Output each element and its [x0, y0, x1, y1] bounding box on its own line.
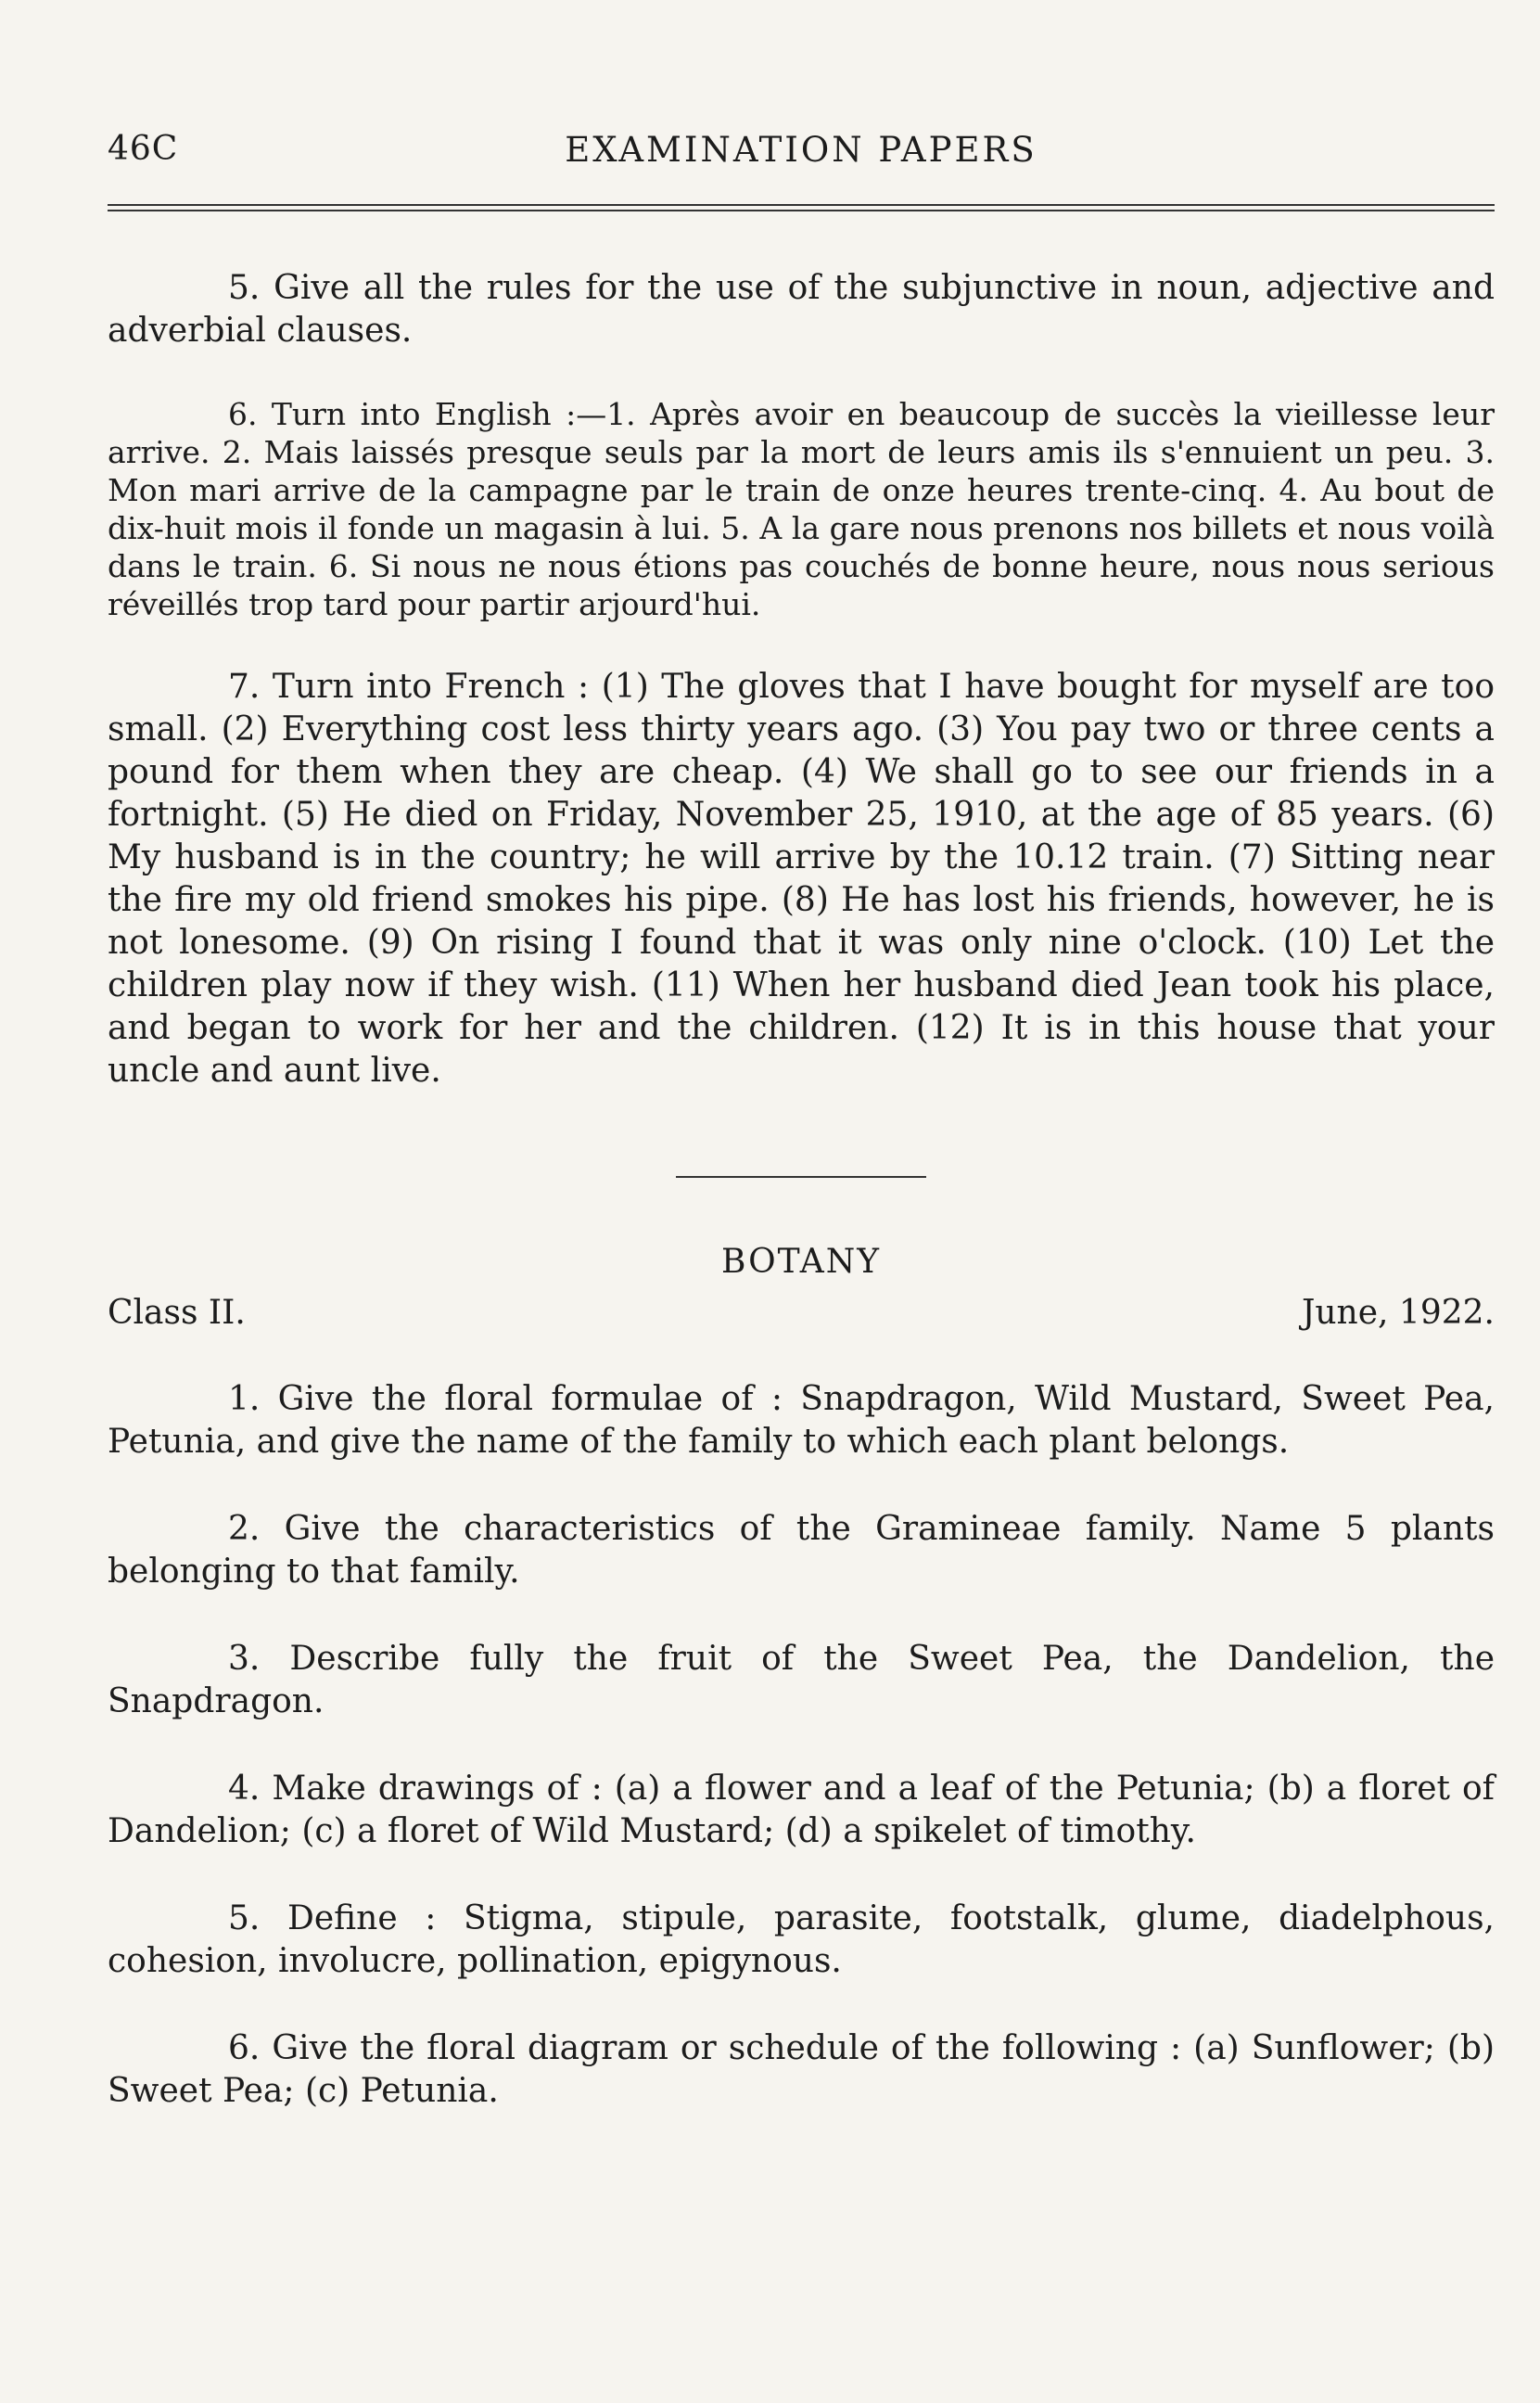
class-date-line: [108, 1294, 1495, 1332]
section-divider: [676, 1176, 926, 1178]
french-section: [108, 267, 1495, 1093]
exam-date: June, 1922.: [1301, 1294, 1495, 1332]
header-double-rule: [108, 204, 1495, 211]
botany-question-6: 6. Give the floral diagram or schedule of the following : (a) Sunflower; (b) Sweet Pea; (c) Petunia.: [108, 2029, 1495, 2110]
class-label: Class II.: [108, 1294, 246, 1332]
french-question-5: 5. Give all the rules for the use of the subjunctive in noun, adjective and adverbial clauses.: [108, 269, 1495, 350]
botany-section: [108, 1243, 1495, 2113]
botany-question-5: 5. Define : Stigma, stipule, parasite, footstalk, glume, diadelphous, cohesion, involucre, pollination, epigynous.: [108, 1899, 1495, 1980]
botany-question-3: 3. Describe fully the fruit of the Sweet Pea, the Dandelion, the Snapdragon.: [108, 1640, 1495, 1720]
botany-heading: BOTANY: [721, 1243, 881, 1281]
page: [108, 130, 1495, 2157]
botany-question-4: 4. Make drawings of : (a) a flower and a leaf of the Petunia; (b) a floret of Dandelion; (c) a floret of Wild Mustard; (d) a spikelet of timothy.: [108, 1770, 1495, 1850]
page-number: 46C: [108, 130, 179, 168]
running-head: [108, 130, 1495, 185]
french-question-7: 7. Turn into French : (1) The gloves that I have bought for myself are too small. (2) Everything cost less thirty years ago. (3) You pay two or three cents a pound for them when they are cheap. (4) We shall go to see our friends in a fortnight. (5) He died on Friday, November 25, 1910, at the age of 85 years. (6) My husband is in the country; he will arrive by the 10.12 train. (7) Sitting near the fire my old friend smokes his pipe. (8) He has lost his friends, however, he is not lonesome. (9) On rising I found that it was only nine o'clock. (10) Let the children play now if they wish. (11) When her husband died Jean took his place, and began to work for her and the children. (12) It is in this house that your uncle and aunt live.: [108, 668, 1495, 1090]
french-question-6: 6. Turn into English :—1. Après avoir en beaucoup de succès la vieillesse leur arrive. 2. Mais laissés presque seuls par la mort de leurs amis ils s'ennuient un peu. 3. Mon mari arrive de la campagne par le train de onze heures trente-cinq. 4. Au bout de dix-huit mois il fonde un magasin à lui. 5. A la gare nous prenons nos billets et nous voilà dans le train. 6. Si nous ne nous étions pas couchés de bonne heure, nous nous serious réveillés trop tard pour partir arjourd'hui.: [108, 396, 1495, 622]
running-title: EXAMINATION PAPERS: [565, 130, 1037, 170]
botany-question-1: 1. Give the floral formulae of : Snapdragon, Wild Mustard, Sweet Pea, Petunia, and give the name of the family to which each plant belongs.: [108, 1380, 1495, 1461]
botany-question-2: 2. Give the characteristics of the Gramineae family. Name 5 plants belonging to that family.: [108, 1510, 1495, 1591]
